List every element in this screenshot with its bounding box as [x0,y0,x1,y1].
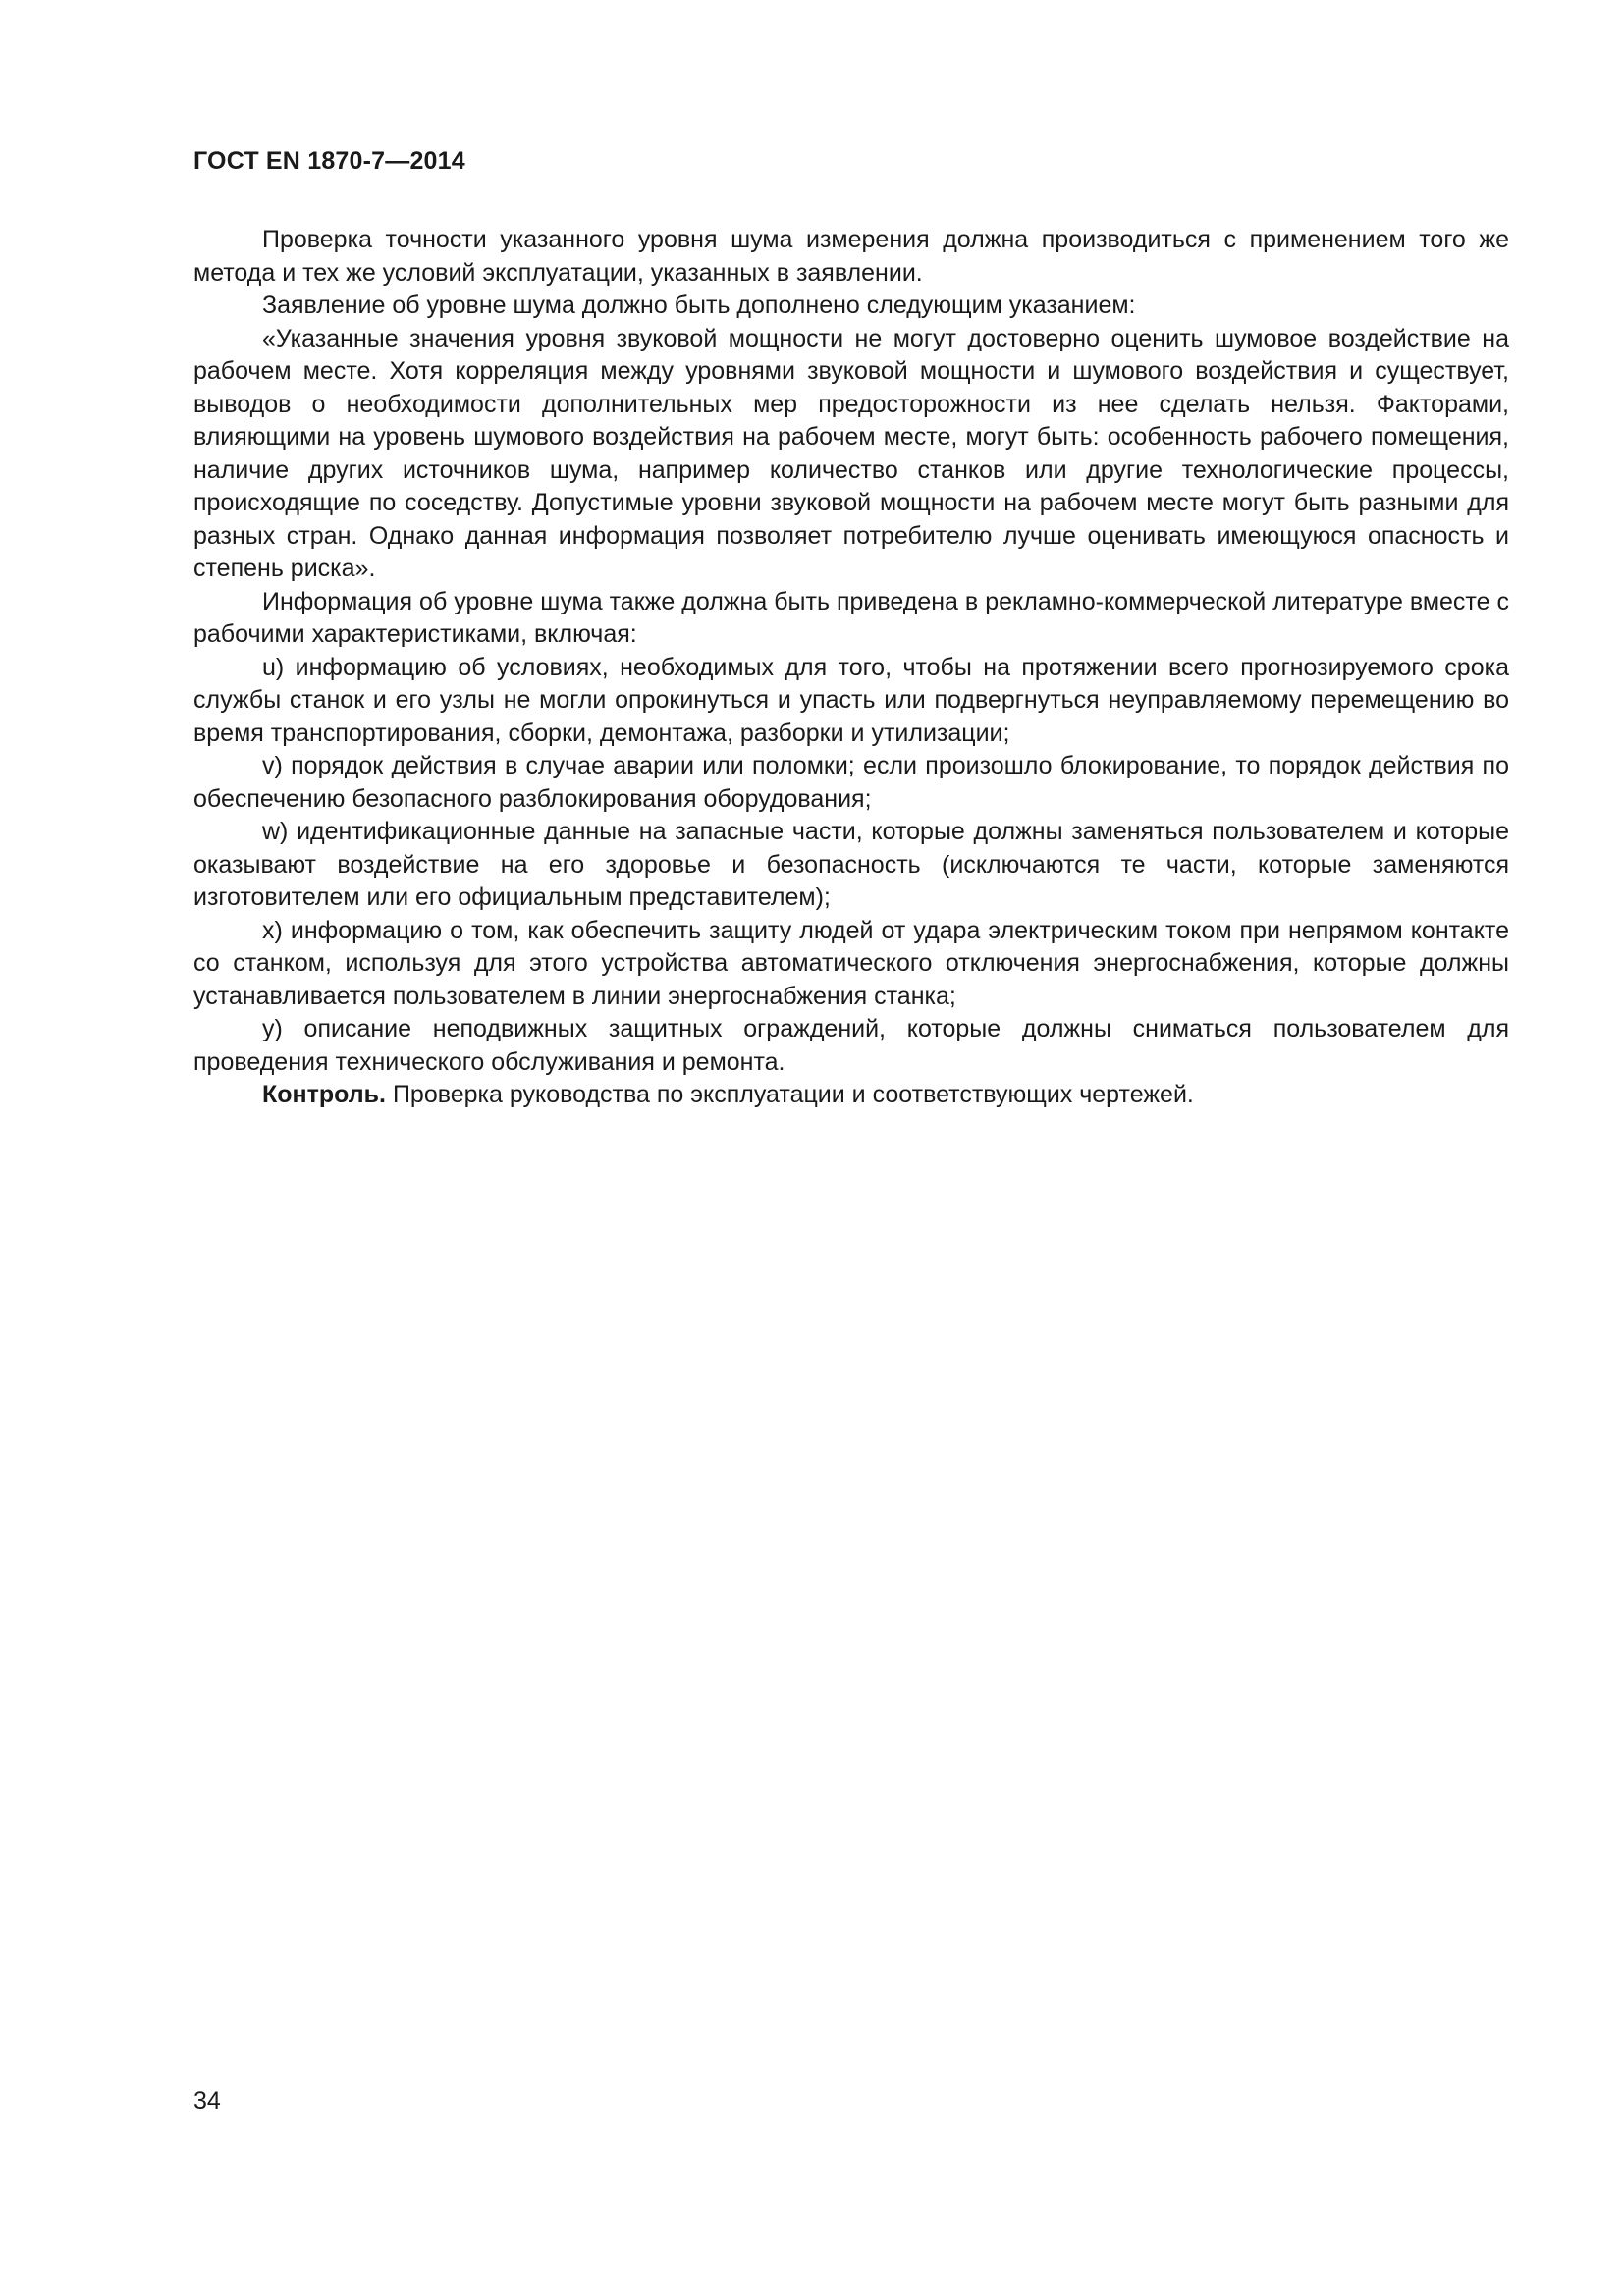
paragraph-noise-statement: Заявление об уровне шума должно быть дополнено следующим указанием: [262,292,1136,319]
control-text: Проверка руководства по эксплуатации и соответствующих чертежей. [386,1081,1194,1108]
list-item-y: y) описание неподвижных защитных ограждений, которые должны сниматься пользователем для проведения технического обслуживания и ремонта. [193,1015,1509,1076]
list-item-u: u) информацию об условиях, необходимых для того, чтобы на протяжении всего прогнозируемого срока службы станок и его узлы не могли опрокинуться и упасть или подвергнуться неуправляемому перемещению во время транспортирования, сборки, демонтажа, разборки и утилизации; [193,653,1509,747]
list-item-w: w) идентификационные данные на запасные части, которые должны заменяться пользователем и которые оказывают воздействие на его здоровье и безопасность (исключаются те части, которые заменяются изготовителем или его официальным представителем); [193,818,1509,911]
list-item-v: v) порядок действия в случае аварии или поломки; если произошло блокирование, то порядок действия по обеспечению безопасного разблокирования оборудования; [193,752,1509,813]
document-header: ГОСТ EN 1870-7—2014 [193,147,465,175]
control-paragraph [193,1079,1509,1112]
document-body [193,224,1509,1112]
paragraph-sales-literature: Информация об уровне шума также должна быть приведена в рекламно-коммерческой литературе вместе с рабочими характеристиками, включая: [193,587,1509,648]
list-item-x: x) информацию о том, как обеспечить защиту людей от удара электрическим током при непрямом контакте со станком, используя для этого устройства автоматического отключения энергоснабжения, которые должны устанавливается пользователем в линии энергоснабжения станка; [193,916,1509,1010]
paragraph-noise-verification: Проверка точности указанного уровня шума измерения должна производиться с применением того же метода и тех же условий эксплуатации, указанных в заявлении. [193,226,1509,287]
paragraph-noise-quote: «Указанные значения уровня звуковой мощности не могут достоверно оценить шумовое воздействие на рабочем месте. Хотя корреляция между уровнями звуковой мощности и шумового воздействия и существует, выводов о необходимости дополнительных мер предосторожности из нее сделать нельзя. Факторами, влияющими на уровень шумового воздействия на рабочем месте, могут быть: особенность рабочего помещения, наличие других источников шума, например количество станков или другие технологические процессы, происходящие по соседству. Допустимые уровни звуковой мощности на рабочем месте могут быть разными для разных стран. Однако данная информация позволяет потребителю лучше оценивать имеющуюся опасность и степень риска». [193,324,1509,582]
control-label: Контроль. [262,1081,386,1108]
page-number: 34 [193,2087,221,2114]
